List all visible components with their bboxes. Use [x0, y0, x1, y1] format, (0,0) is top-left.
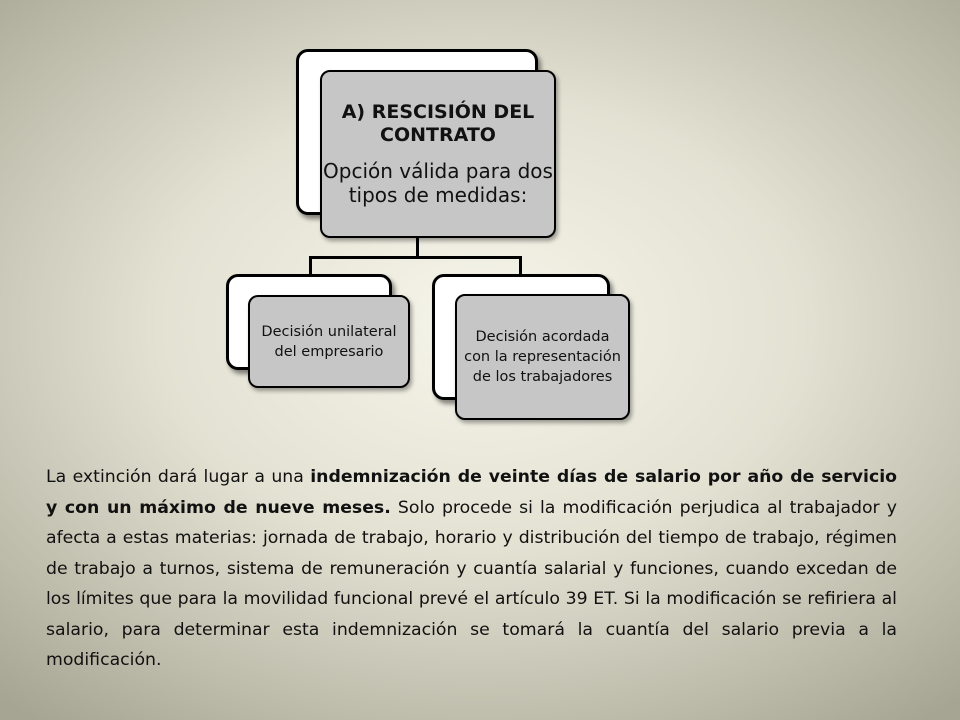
paragraph-intro: La extinción dará lugar a una — [46, 467, 311, 487]
connector-vertical-root — [416, 238, 419, 258]
right-child-label: Decisión acordada con la representación de los trabajadores — [464, 329, 621, 385]
explanation-paragraph — [46, 462, 897, 676]
paragraph-bold-indemnity: indemnización de veinte días de salario por año de servicio y con un máximo de nueve meses. — [46, 467, 897, 518]
paragraph-body: Solo procede si la modificación perjudica al trabajador y afecta a estas materias: jornada de trabajo, horario y distribución del tiempo de trabajo, régimen de trabajo a turnos, sistema de remuneración y cuantía salarial y funciones, cuando excedan de los límites que para la movilidad funcional prevé el artículo 39 ET. Si la modificación se refiriera al salario, para determinar esta indemnización se tomará la cuantía del salario previa a la modificación. — [46, 497, 897, 670]
connector-left-child — [309, 256, 312, 276]
root-node-subtitle: Opción válida para dos tipos de medidas: — [323, 159, 553, 207]
left-child-node — [248, 295, 410, 388]
connector-right-child — [519, 256, 522, 276]
root-node — [320, 70, 556, 238]
connector-horizontal — [309, 256, 522, 259]
left-child-label: Decisión unilateral del empresario — [261, 323, 397, 360]
root-node-title: A) RESCISIÓN DEL CONTRATO — [341, 101, 535, 146]
right-child-node — [455, 294, 630, 420]
